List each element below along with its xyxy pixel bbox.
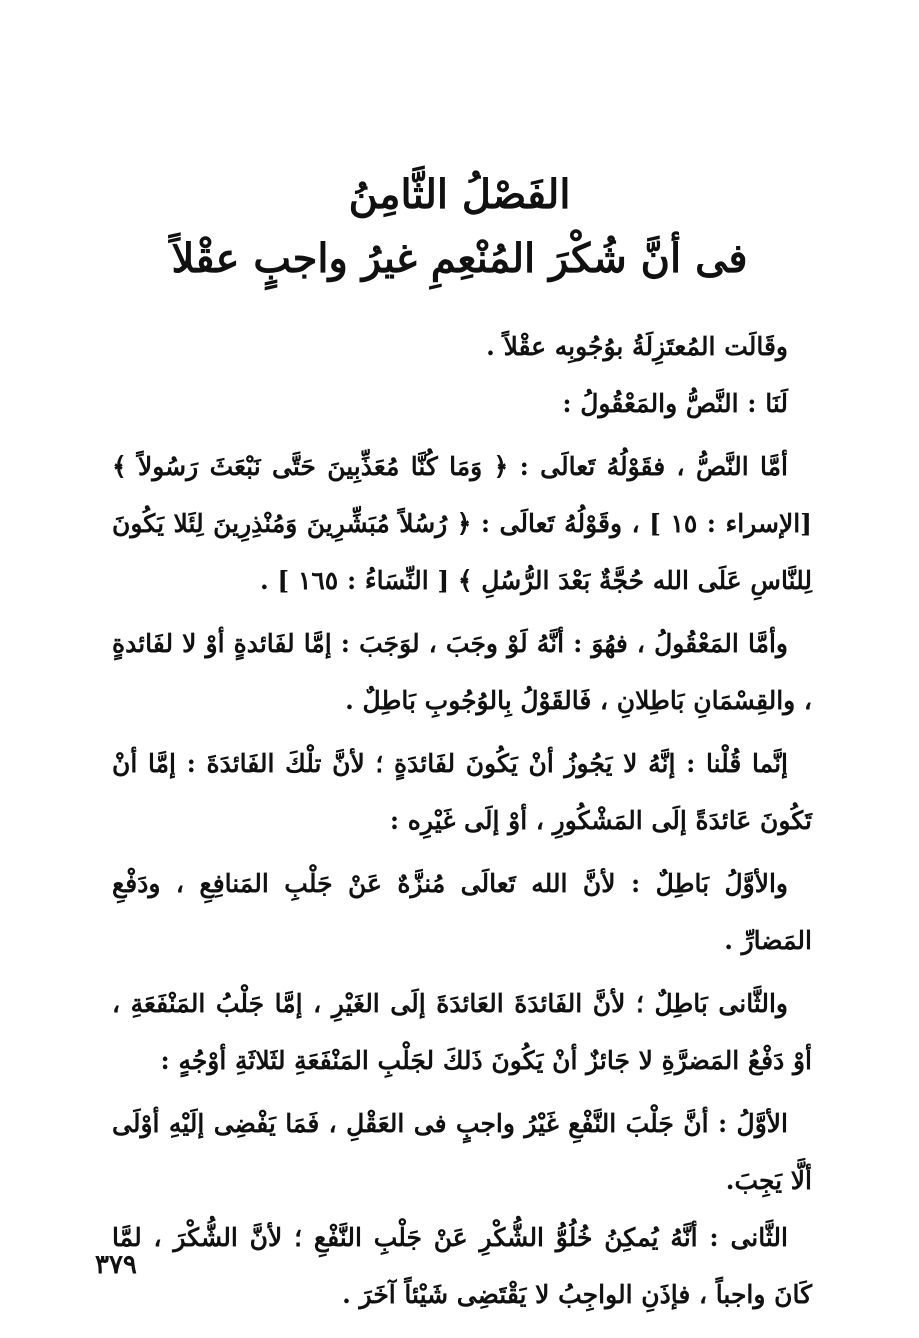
paragraph-4: وأمَّا المَعْقُولُ ، فهُوَ : أنَّهُ لَوْ وجَبَ ، لوَجَبَ : إمَّا لفَائدةٍ أوْ لا لفَائدةٍ ، والقِسْمَانِ بَاطِلانِ ، فَالقَوْلُ بِالوُجُوبِ بَاطِلٌ . [112,629,812,715]
paragraph-6: والأوَّلُ بَاطِلٌ : لأنَّ الله تَعالَى مُنزَّهٌ عَنْ جَلْبِ المَنافِعِ ، ودَفْعِ المَضارِّ . [112,869,812,955]
paragraph-7: والثَّانى بَاطِلٌ ؛ لأنَّ الفَائدَةَ العَائدَةَ إلَى الغَيْرِ ، إمَّا جَلْبُ المَنْفَعَةِ ، أوْ دَفْعُ المَضرَّةِ لا جَائزٌ أنْ يَكُونَ ذَلكَ لجَلْبِ المَنْفَعَةِ لثَلاثَةِ أوْجُهٍ : [112,989,812,1075]
paragraph-8: الأوَّلُ : أنَّ جَلْبَ النَّفْعِ غَيْرُ واجبٍ فى العَقْلِ ، فَمَا يَفْضِى إلَيْهِ أوْلَى ألَّا يَجِبَ. [112,1109,812,1195]
paragraph-3: أمَّا النَّصُّ ، فقَوْلُهُ تَعالَى : ﴿ وَمَا كُنَّا مُعَذِّبِينَ حَتَّى نَبْعَثَ رَسُولاً ﴾ [الإسراء : ١٥ ] ، وقَوْلُهُ تَعالَى : ﴿ رُسُلاً مُبَشِّرِينَ وَمُنْذِرِينَ لِئَلا يَكُونَ لِلنَّاسِ عَلَى الله حُجَّةٌ بَعْدَ الرُّسُلِ ﴾ [ النِّسَاءُ : ١٦٥ ] . [112,452,812,595]
chapter-title: الفَصْلُ الثَّامِنُ [348,171,571,218]
page-number: ٣٧٩ [95,1250,137,1280]
paragraph-2: لَنَا : النَّصُّ والمَعْقُولُ : [562,389,788,418]
paragraph-5: إنَّما قُلْنا : إنَّهُ لا يَجُوزُ أنْ يَكُونَ لفَائدَةٍ ؛ لأنَّ تلْكَ الفَائدَةَ : إمَّا أنْ تَكُونَ عَائدَةً إلَى المَشْكُورِ ، أوْ إلَى غَيْرِه : [112,749,812,835]
body-text [112,318,812,1329]
chapter-subtitle: فى أنَّ شُكْرَ المُنْعِمِ غيرُ واجبٍ عقْلاً [171,235,748,282]
paragraph-1: وقَالَت المُعتَزِلَةُ بوُجُوبِه عقْلاً . [486,332,788,361]
paragraph-9: الثَّانى : أنَّهُ يُمكِنُ خُلُوُّ الشُّكْرِ عَنْ جَلْبِ النَّفْعِ ؛ لأنَّ الشُّكْرَ ، لمَّا كَانَ واجباً ، فإذَنِ الواجِبُ لا يَقْتَضِى شَيْئاً آخَرَ . [112,1223,812,1309]
chapter-heading [0,168,919,286]
